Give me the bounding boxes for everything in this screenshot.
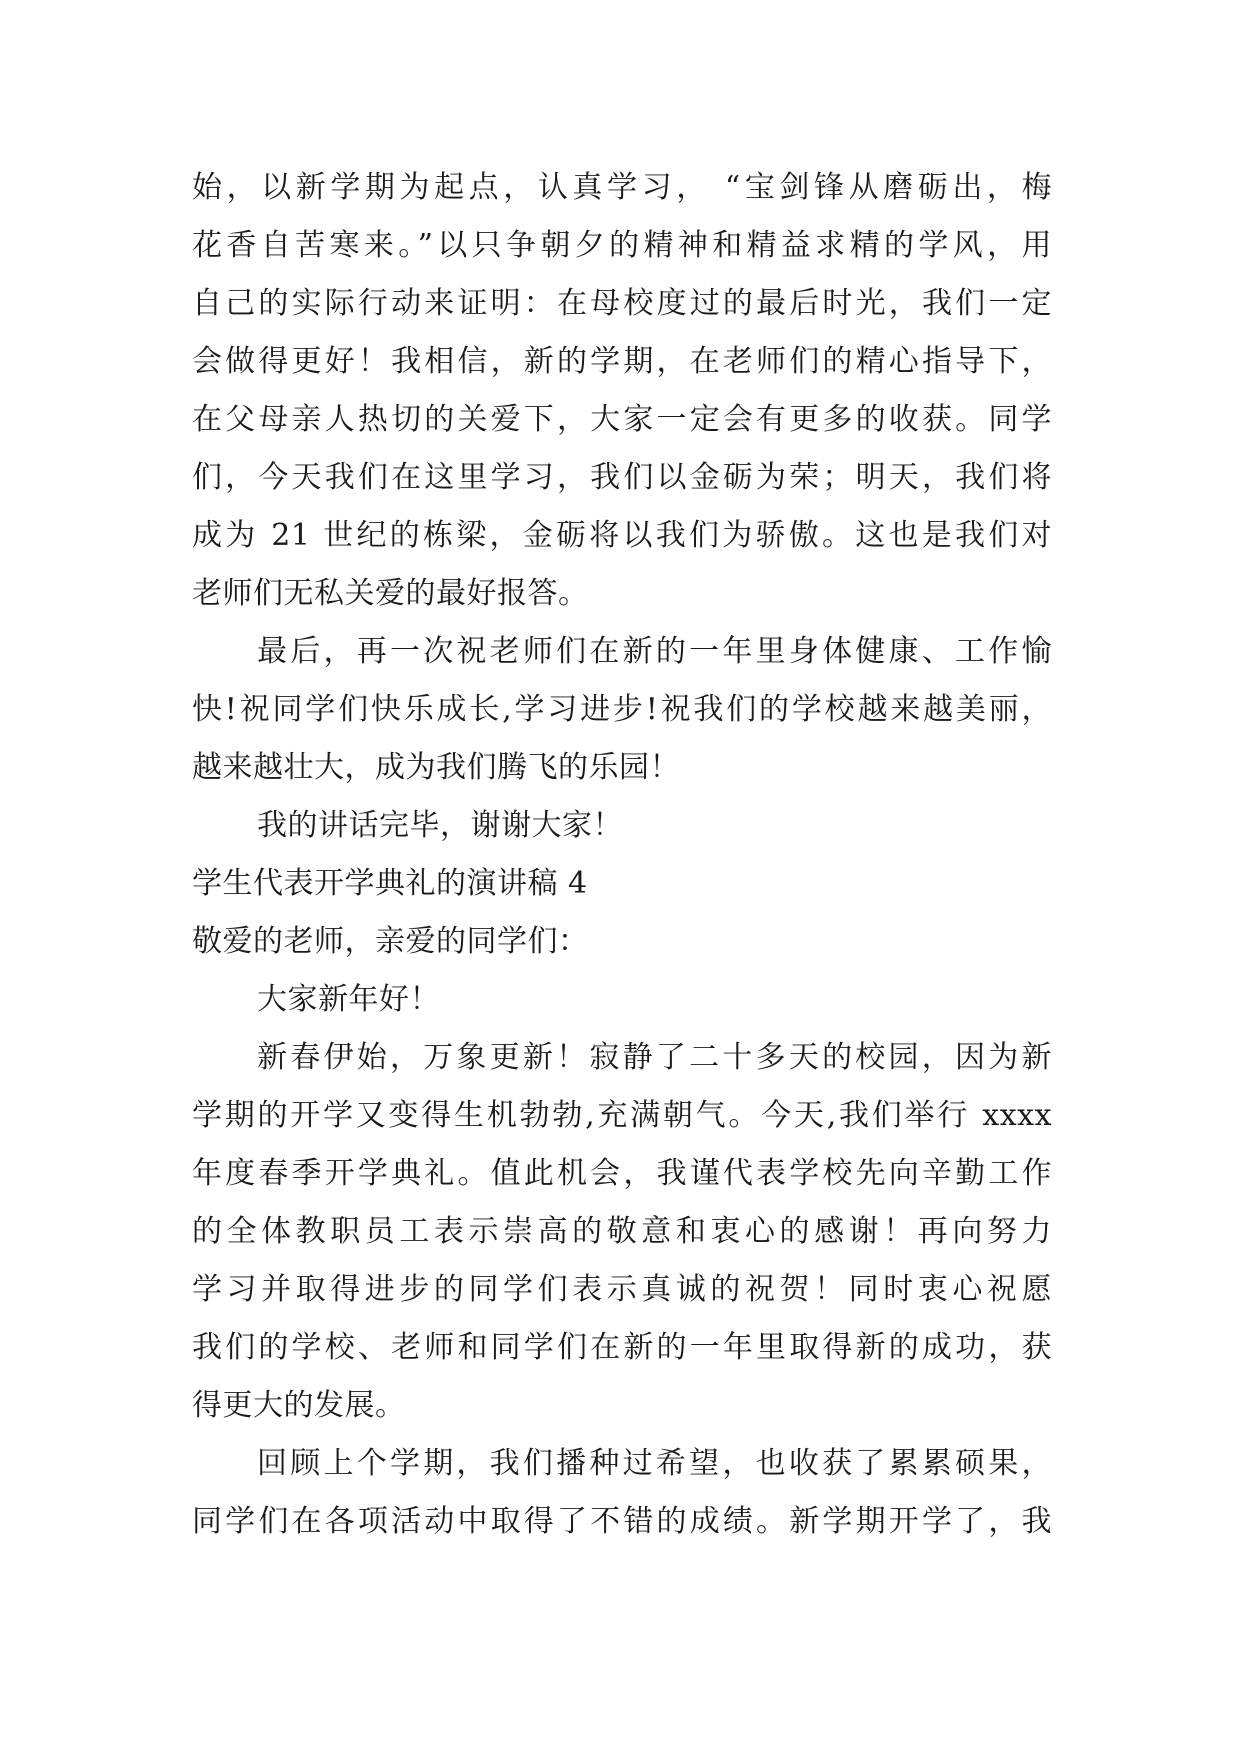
- text-line: 们，今天我们在这里学习，我们以金砺为荣；明天，我们将: [192, 460, 1052, 495]
- greeting: 大家新年好！: [257, 982, 440, 1017]
- text-line: 同学们在各项活动中取得了不错的成绩。新学期开学了，我: [192, 1504, 1052, 1539]
- text-line: 越来越壮大，成为我们腾飞的乐园！: [192, 750, 680, 785]
- paragraph-first-line: 回顾上个学期，我们播种过希望，也收获了累累硕果，: [257, 1446, 1052, 1481]
- text-line: 我们的学校、老师和同学们在新的一年里取得新的成功，获: [192, 1330, 1052, 1365]
- text-line: 的全体教职员工表示崇高的敬意和衷心的感谢！再向努力: [192, 1214, 1052, 1249]
- text-line: 年度春季开学典礼。值此机会，我谨代表学校先向辛勤工作: [192, 1156, 1052, 1191]
- text-line: 学习并取得进步的同学们表示真诚的祝贺！同时衷心祝愿: [192, 1272, 1052, 1307]
- text-line: 快!祝同学们快乐成长,学习进步!祝我们的学校越来越美丽，: [192, 692, 1052, 727]
- paragraph-first-line: 我的讲话完毕，谢谢大家！: [257, 808, 623, 843]
- text-line: 学期的开学又变得生机勃勃,充满朝气。今天,我们举行 xxxx: [192, 1098, 1052, 1133]
- text-line: 会做得更好！我相信，新的学期，在老师们的精心指导下，: [192, 344, 1052, 379]
- salutation: 敬爱的老师，亲爱的同学们：: [192, 924, 589, 959]
- text-line: 成为 21 世纪的栋梁，金砺将以我们为骄傲。这也是我们对: [192, 518, 1052, 553]
- text-line: 老师们无私关爱的最好报答。: [192, 576, 589, 611]
- section-heading: 学生代表开学典礼的演讲稿 4: [192, 866, 588, 901]
- paragraph-first-line: 新春伊始，万象更新！寂静了二十多天的校园，因为新: [257, 1040, 1052, 1075]
- text-line: 得更大的发展。: [192, 1388, 406, 1423]
- text-line: 自己的实际行动来证明：在母校度过的最后时光，我们一定: [192, 286, 1052, 321]
- text-line: 始，以新学期为起点，认真学习， “宝剑锋从磨砺出，梅: [192, 170, 1052, 205]
- text-line: 花香自苦寒来。”以只争朝夕的精神和精益求精的学风，用: [192, 228, 1052, 263]
- text-line: 在父母亲人热切的关爱下，大家一定会有更多的收获。同学: [192, 402, 1052, 437]
- paragraph-first-line: 最后，再一次祝老师们在新的一年里身体健康、工作愉: [257, 634, 1052, 669]
